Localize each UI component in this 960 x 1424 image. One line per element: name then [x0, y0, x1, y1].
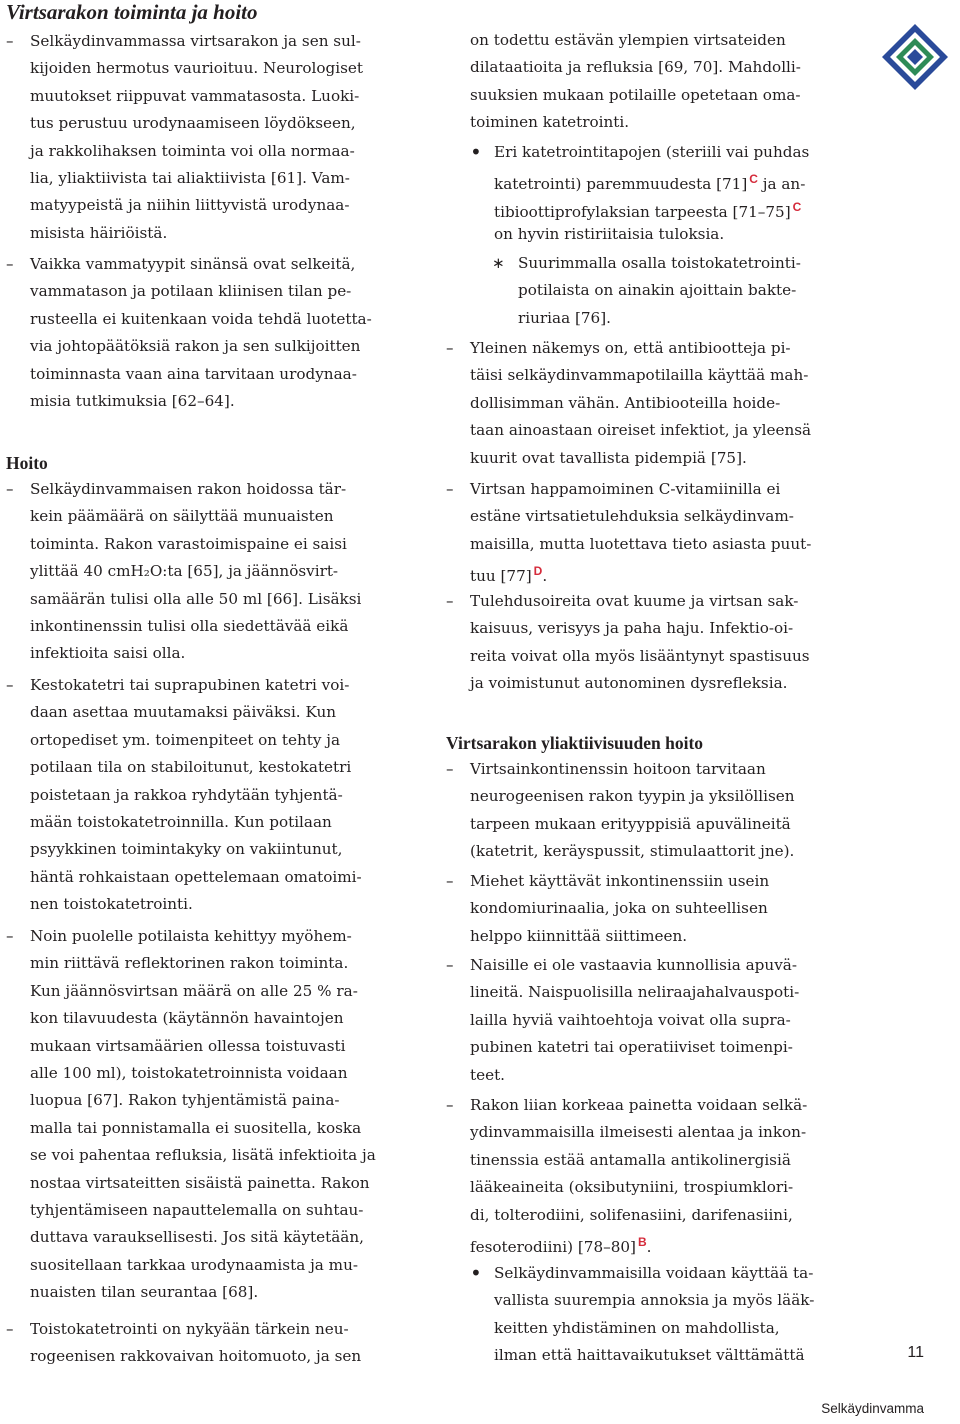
text-line: [470, 558, 864, 585]
text-line: matyypeistä ja niihin liittyvistä urodynaa-: [30, 196, 350, 215]
text-line: Miehet käyttävät inkontinenssiin usein: [470, 872, 770, 890]
dash-marker: –: [446, 592, 454, 610]
text-line: on todettu estävän ylempien virtsateiden: [470, 31, 786, 49]
bullet-item: [446, 1260, 864, 1370]
bullet-item: [446, 139, 864, 249]
text-line: taan ainoastaan oireiset infektiot, ja yleensä: [470, 421, 812, 440]
text-line: Selkäydinvammaisilla voidaan käyttää ta-: [494, 1264, 814, 1282]
text-line: Virtsainkontinenssin hoitoon tarvitaan: [470, 760, 766, 778]
text-line: pubinen katetri tai operatiiviset toimenpi-: [470, 1038, 793, 1057]
text-line: Suurimmalla osalla toistokatetrointi-: [518, 254, 801, 272]
dash-marker: –: [446, 339, 454, 357]
text-line: vammatason ja potilaan kliinisen tilan pe-: [30, 282, 352, 301]
dash-marker: –: [6, 480, 14, 498]
text-line: reita voivat olla myös lisääntynyt spastisuus: [470, 646, 810, 665]
text-line: dollisimman vähän. Antibiooteilla hoide-: [470, 393, 781, 412]
grade-c-badge: C: [792, 199, 802, 214]
text-line: kijoiden hermotus vaurioituu. Neurologiset: [30, 59, 363, 78]
text-line: misia tutkimuksia [62–64].: [30, 391, 235, 410]
text-line: rusteella ei kuitenkaan voida tehdä luotetta-: [30, 309, 372, 328]
text-line: mään toistokatetroinnilla. Kun potilaan: [30, 812, 332, 831]
yliaktiivisuus-heading: Virtsarakon yliaktiivisuuden hoito: [446, 733, 704, 753]
text-line: Vaikka vammatyypit sinänsä ovat selkeitä,: [30, 255, 356, 273]
text-line: alle 100 ml), toistokatetroinnista voidaan: [30, 1063, 348, 1082]
text-line: tus perustuu urodynaamiseen löydökseen,: [30, 114, 356, 133]
text-fragment: fesoterodiini) [78–80]: [470, 1237, 636, 1256]
text-fragment: .: [542, 567, 548, 586]
dash-marker: –: [446, 872, 454, 890]
text-line: malla tai ponnistamalla ei suositella, koska: [30, 1118, 362, 1137]
text-line: potilaan tila on stabiloitunut, kestokatetri: [30, 758, 352, 777]
continuation-paragraph: [446, 27, 864, 137]
text-line: rogeenisen rakkovaivan hoitomuoto, ja sen: [30, 1347, 362, 1366]
text-line: min riittävä reflektorinen rakon toiminta.: [30, 954, 349, 973]
grade-b-badge: B: [637, 1234, 647, 1249]
text-line: toiminta. Rakon varastoimispaine ei saisi: [30, 534, 347, 553]
text-line: häntä rohkaistaan opettelemaan omatoimi-: [30, 867, 362, 886]
text-line: poistetaan ja rakkoa ryhdytään tyhjentä-: [30, 785, 343, 804]
text-line: duttava varauksellisesti. Jos sitä käytetään,: [30, 1228, 364, 1247]
text-line: mukaan virtsamäärien ollessa toistuvasti: [30, 1036, 346, 1055]
list-item: [6, 923, 416, 1306]
dash-marker: –: [446, 760, 454, 778]
text-line: muutokset riippuvat vammatasosta. Luoki-: [30, 86, 360, 105]
text-line: tinenssia estää antamalla antikolinergisiä: [470, 1150, 791, 1169]
text-line: ydinvammaisilla ilmeisesti alentaa ja inkon-: [470, 1123, 807, 1142]
list-item: [6, 672, 416, 919]
text-line: kein päämäärä on säilyttää munuaisten: [30, 507, 334, 526]
bullet-marker: •: [470, 140, 482, 164]
text-line: Selkäydinvammaisen rakon hoidossa tär-: [30, 480, 347, 498]
text-line: neurogeenisen rakon tyypin ja yksilöllisen: [470, 787, 795, 806]
text-line: ja voimistunut autonominen dysrefleksia.: [470, 674, 788, 693]
text-line: Kun jäännösvirtsan määrä on alle 25 % ra-: [30, 981, 358, 1000]
text-line: psyykkinen toimintakyky on vakiintunut,: [30, 840, 343, 859]
text-line: nuaisten tilan seurantaa [68].: [30, 1283, 259, 1302]
text-line: Selkäydinvammassa virtsarakon ja sen sul-: [30, 32, 361, 50]
text-line: lailla hyviä vaihtoehtoja voivat olla supra-: [470, 1010, 791, 1029]
list-item: [6, 28, 416, 247]
text-line: toiminen katetrointi.: [470, 113, 630, 132]
text-line: luopua [67]. Rakon tyhjentämistä paina-: [30, 1091, 340, 1110]
text-line: lia, yliaktiivista tai aliaktiivista [61]. Vam-: [30, 168, 350, 187]
text-line: Naisille ei ole vastaavia kunnollisia apuvä-: [470, 956, 797, 974]
text-line: suositellaan tarkkaa urodynaamista ja mu-: [30, 1255, 358, 1274]
text-line: ortopediset ym. toimenpiteet on tehty ja: [30, 730, 341, 749]
text-line: Toistokatetrointi on nykyään tärkein neu-: [30, 1320, 349, 1338]
text-line: lääkeaineita (oksibutyniini, trospiumklori-: [470, 1178, 794, 1197]
text-fragment: tibioottiprofylaksian tarpeesta [71–75]: [494, 202, 791, 221]
text-line: Eri katetrointitapojen (steriili vai puhdas: [494, 143, 810, 161]
text-fragment: .: [646, 1237, 652, 1256]
bullet-marker: •: [470, 1261, 482, 1285]
list-item: [446, 335, 864, 472]
text-line: keitten yhdistäminen on mahdollista,: [494, 1318, 780, 1337]
dash-marker: –: [446, 956, 454, 974]
list-item: [6, 476, 416, 668]
text-line: Virtsan happamoiminen C-vitamiinilla ei: [470, 480, 781, 498]
text-fragment: tuu [77]: [470, 567, 532, 586]
text-line: ylittää 40 cmH₂O:ta [65], ja jäännösvirt-: [30, 562, 339, 581]
text-fragment: ja an-: [762, 175, 806, 194]
text-line: tarpeen mukaan erityyppisiä apuvälineitä: [470, 814, 791, 833]
text-line: vallista suurempia annoksia ja myös lääk-: [494, 1291, 815, 1310]
text-line: ilman että haittavaikutukset välttämättä: [494, 1346, 805, 1365]
page-number: 11: [907, 1344, 924, 1361]
list-item: [446, 952, 864, 1089]
list-item: [446, 868, 864, 950]
text-line: Yleinen näkemys on, että antibiootteja pi-: [470, 339, 791, 357]
text-line: estäne virtsatietulehduksia selkäydinvam-: [470, 507, 794, 526]
sub-bullet-item: [446, 250, 864, 332]
text-line: helppo kiinnittää siittimeen.: [470, 926, 688, 945]
text-line: daan asettaa muutamaksi päiväksi. Kun: [30, 703, 337, 722]
text-line: Kestokatetri tai suprapubinen katetri voi-: [30, 676, 350, 694]
dash-marker: –: [446, 480, 454, 498]
list-item: [6, 1316, 416, 1371]
dash-marker: –: [6, 32, 14, 50]
diamond-logo-icon: [880, 22, 950, 92]
text-line: nostaa virtsateitten sisäistä painetta. Rakon: [30, 1173, 370, 1192]
text-line: lineitä. Naispuolisilla neliraajahalvauspoti-: [470, 983, 800, 1002]
text-line: infektioita saisi olla.: [30, 644, 186, 663]
text-line: kon tilavuudesta (käytännön havaintojen: [30, 1009, 344, 1028]
dash-marker: –: [6, 255, 14, 273]
text-line: tyhjentämiseen napauttelemalla on suhtau-: [30, 1200, 364, 1219]
text-line: (katetrit, keräyspussit, stimulaattorit jne).: [470, 842, 795, 861]
text-line: nen toistokatetrointi.: [30, 895, 193, 914]
text-fragment: katetrointi) paremmuudesta [71]: [494, 175, 748, 194]
text-line: Noin puolelle potilaista kehittyy myöhem-: [30, 927, 352, 945]
asterisk-marker: ∗: [492, 254, 505, 272]
text-line: teet.: [470, 1065, 506, 1084]
list-item: [6, 251, 416, 415]
text-line: se voi pahentaa refluksia, lisätä infektioita ja: [30, 1146, 376, 1165]
text-line: dilataatioita ja refluksia [69, 70]. Mahdolli-: [470, 58, 801, 77]
footer-title: Selkäydinvamma: [821, 1401, 924, 1416]
text-line: samäärän tulisi olla alle 50 ml [66]. Lisäksi: [30, 589, 362, 608]
text-line: [494, 194, 864, 221]
text-line: on hyvin ristiriitaisia tuloksia.: [494, 225, 725, 244]
grade-d-badge: D: [533, 564, 543, 579]
text-line: maisilla, mutta luotettava tieto asiasta puut-: [470, 534, 812, 553]
text-line: via johtopäätöksiä rakon ja sen sulkijoitten: [30, 337, 361, 356]
text-line: di, tolterodiini, solifenasiini, darifenasiini,: [470, 1205, 793, 1224]
text-line: kaisuus, verisyys ja paha haju. Infektio-oi-: [470, 619, 794, 638]
text-line: inkontinenssin tulisi olla siedettävää eikä: [30, 616, 349, 635]
text-line: toiminnasta vaan aina tarvitaan urodynaa-: [30, 364, 357, 383]
text-line: ja rakkolihaksen toiminta voi olla normaa-: [30, 141, 355, 160]
text-line: kondomiurinaalia, joka on suhteellisen: [470, 899, 768, 918]
text-line: [494, 166, 864, 193]
list-item: [446, 476, 864, 586]
list-item: [446, 1092, 864, 1256]
text-line: suuksien mukaan potilaille opetetaan oma-: [470, 85, 801, 104]
dash-marker: –: [6, 1320, 14, 1338]
text-line: kuurit ovat tavallista pidempiä [75].: [470, 448, 747, 467]
dash-marker: –: [6, 676, 14, 694]
dash-marker: –: [6, 927, 14, 945]
text-line: misista häiriöistä.: [30, 223, 168, 242]
text-line: Tulehdusoireita ovat kuume ja virtsan sak-: [470, 592, 799, 610]
section-title: Virtsarakon toiminta ja hoito: [6, 0, 258, 24]
text-line: Rakon liian korkeaa painetta voidaan selkä-: [470, 1096, 808, 1114]
list-item: [446, 756, 864, 866]
list-item: [446, 588, 864, 698]
text-line: potilaista on ainakin ajoittain bakte-: [518, 281, 797, 300]
text-line: täisi selkäydinvammapotilailla käyttää mah-: [470, 366, 809, 385]
text-line: riuriaa [76].: [518, 308, 611, 327]
dash-marker: –: [446, 1096, 454, 1114]
text-line: [470, 1229, 864, 1256]
grade-c-badge: C: [749, 172, 758, 187]
hoito-heading: Hoito: [6, 453, 48, 473]
